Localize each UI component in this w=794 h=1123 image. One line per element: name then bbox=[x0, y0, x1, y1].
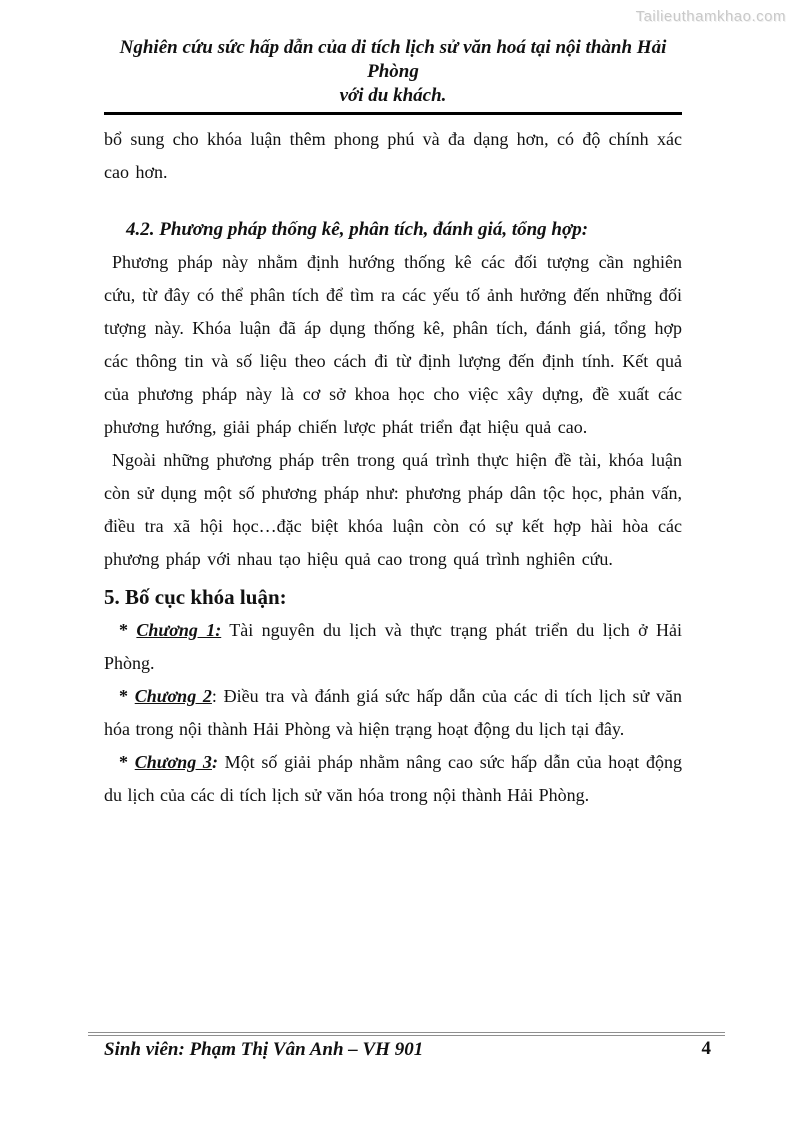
running-title-line2: với du khách. bbox=[339, 85, 447, 106]
chapter-1-entry bbox=[104, 614, 682, 680]
paragraph-other-methods: Ngoài những phương pháp trên trong quá trình thực hiện đề tài, khóa luận còn sử dụng một số phương pháp như: phương pháp dân tộc học, phản vấn, điều tra xã hội học…đặc biệt khóa luận còn có sự kết hợp hài hòa các phương pháp với nhau tạo hiệu quả cao trong quá trình nghiên cứu. bbox=[104, 450, 682, 569]
page-body bbox=[104, 123, 682, 812]
chapter-2-entry bbox=[104, 680, 682, 746]
chapter-1-title: Tài nguyên du lịch và thực trạng phát triển du lịch ở Hải Phòng. bbox=[104, 620, 682, 673]
watermark-text: Tailieuthamkhao.com bbox=[635, 8, 786, 25]
section-heading-5: 5. Bố cục khóa luận: bbox=[104, 585, 287, 609]
footer-author: Sinh viên: Phạm Thị Vân Anh – VH 901 bbox=[104, 1039, 424, 1060]
chapter-1-marker: * bbox=[119, 620, 128, 640]
section-heading-4-2: 4.2. Phương pháp thống kê, phân tích, đánh giá, tổng hợp: bbox=[126, 219, 589, 240]
paragraph-statistics-method: Phương pháp này nhằm định hướng thống kê các đối tượng cần nghiên cứu, từ đây có thể phân tích để tìm ra các yếu tố ảnh hưởng đến những đối tượng này. Khóa luận đã áp dụng thống kê, phân tích, đánh giá, tổng hợp các thông tin và số liệu theo cách đi từ định lượng đến định tính. Kết quả của phương pháp này là cơ sở khoa học cho việc xây dựng, đề xuất các phương hướng, giải pháp chiến lược phát triển đạt hiệu quả cao. bbox=[104, 252, 682, 437]
chapter-3-title: Một số giải pháp nhằm nâng cao sức hấp dẫn của hoạt động du lịch của các di tích lịch sử văn hóa trong nội thành Hải Phòng. bbox=[104, 752, 683, 805]
chapter-3-separator: : bbox=[211, 752, 218, 772]
page-number: 4 bbox=[701, 1038, 711, 1059]
running-title-line1: Nghiên cứu sức hấp dẫn của di tích lịch sử văn hoá tại nội thành Hải Phòng bbox=[119, 37, 667, 82]
chapter-3-marker: * bbox=[119, 752, 128, 772]
page-content bbox=[104, 36, 682, 812]
paragraph-continuation: bổ sung cho khóa luận thêm phong phú và đa dạng hơn, có độ chính xác cao hơn. bbox=[104, 129, 682, 182]
chapter-2-marker: * bbox=[119, 686, 128, 706]
chapter-2-label: Chương 2 bbox=[134, 686, 212, 706]
chapter-2-title: Điều tra và đánh giá sức hấp dẫn của các di tích lịch sử văn hóa trong nội thành Hải Phòng và hiện trạng hoạt động du lịch tại đây. bbox=[104, 686, 682, 739]
footer-row bbox=[88, 1036, 725, 1063]
chapter-1-label: Chương 1: bbox=[136, 620, 222, 640]
chapter-2-separator: : bbox=[211, 686, 217, 706]
chapter-3-label: Chương 3 bbox=[134, 752, 212, 772]
running-header bbox=[104, 36, 682, 115]
page-footer bbox=[88, 1032, 725, 1063]
chapter-3-entry bbox=[104, 746, 682, 812]
